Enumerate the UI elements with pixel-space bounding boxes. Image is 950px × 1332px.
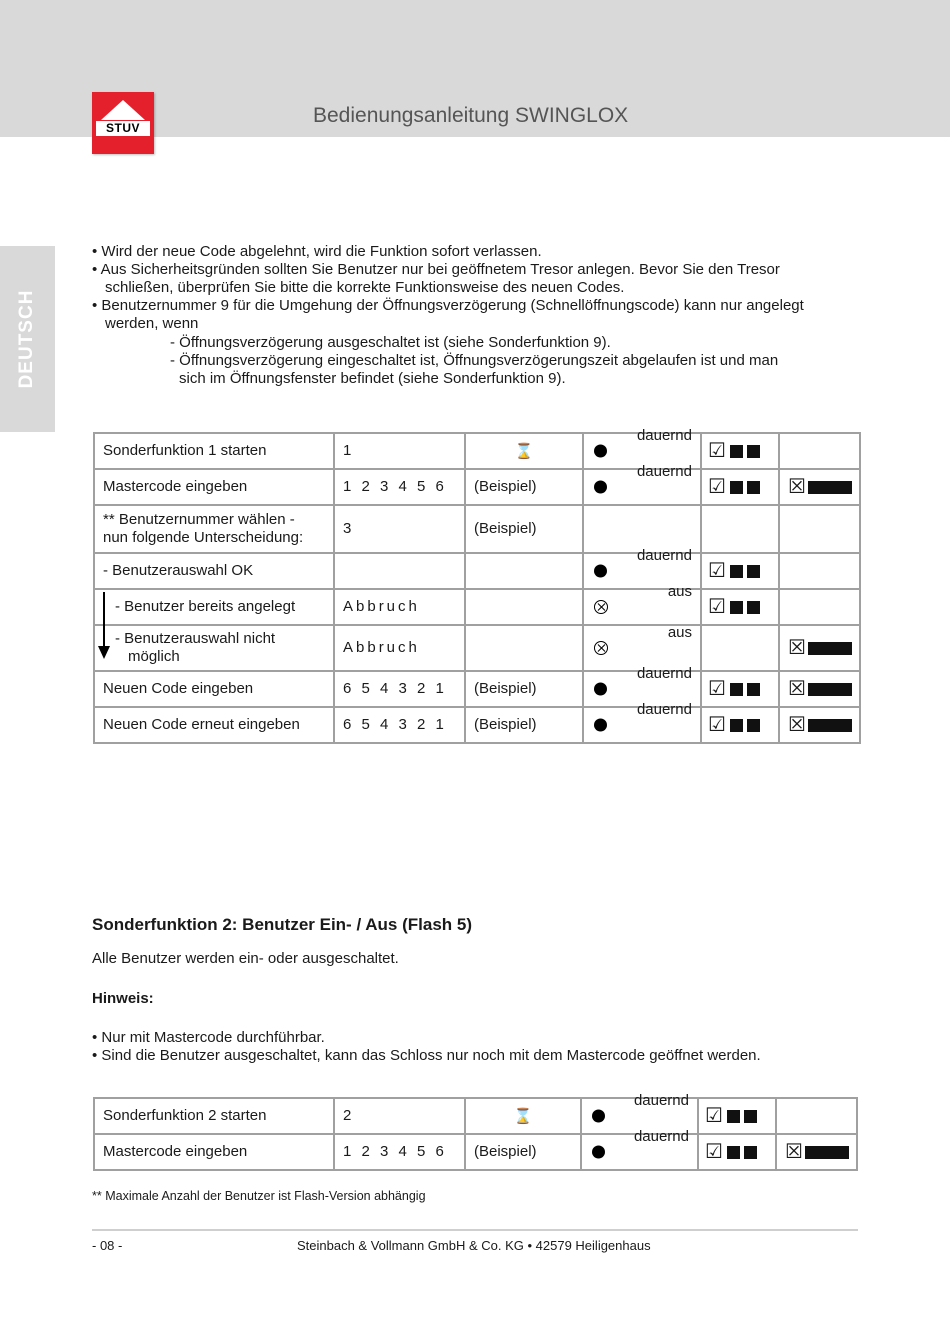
led-status-text: dauernd — [636, 701, 692, 718]
table-row — [94, 553, 860, 589]
step-label — [94, 433, 334, 469]
table-row — [94, 1098, 857, 1134]
step-label — [94, 1098, 334, 1134]
signal-error — [779, 553, 860, 589]
beep-square-icon — [730, 565, 743, 578]
led-status-text: dauernd — [636, 463, 692, 480]
step-label-text: möglich — [128, 648, 180, 665]
step-note-text: (Beispiel) — [474, 478, 537, 495]
step-input-text: 2 — [343, 1107, 355, 1124]
led-off-icon — [594, 641, 608, 655]
beep-square-icon — [727, 1146, 740, 1159]
note-bullet: • Nur mit Mastercode durchführbar. — [92, 1029, 325, 1046]
intro-line: - Öffnungsverzögerung ausgeschaltet ist (siehe Sonderfunktion 9). — [170, 334, 611, 351]
step-label-text: Sonderfunktion 1 starten — [103, 442, 267, 459]
step-note — [465, 671, 583, 707]
footer-company: Steinbach & Vollmann GmbH & Co. KG • 42579 Heiligenhaus — [297, 1238, 651, 1253]
long-beep-bar-icon — [808, 683, 852, 696]
signal-ok — [701, 505, 779, 553]
step-input-text: 1 — [343, 442, 355, 459]
led-status — [583, 701, 701, 743]
procedure-table-1 — [93, 427, 861, 744]
step-label — [94, 553, 334, 589]
step-label-text: - Benutzer bereits angelegt — [115, 598, 296, 615]
led-on-icon — [594, 683, 607, 696]
hourglass-icon: ⌛ — [514, 442, 534, 460]
led-on-icon — [594, 445, 607, 458]
cross-box-icon: ☒ — [788, 714, 806, 736]
signal-ok — [701, 671, 779, 707]
signal-ok — [698, 1098, 776, 1134]
language-label: DEUTSCH — [16, 289, 37, 389]
beep-square-icon — [747, 481, 760, 494]
section-description: Alle Benutzer werden ein- oder ausgeschaltet. — [92, 950, 399, 967]
signal-error — [776, 1098, 857, 1134]
led-on-icon — [592, 1146, 605, 1159]
stuv-logo — [92, 92, 154, 154]
step-input — [334, 469, 465, 505]
step-label-text: - Benutzerauswahl nicht — [115, 630, 276, 647]
step-label — [94, 589, 334, 625]
check-box-icon: ☑ — [705, 1105, 723, 1127]
step-label-text: nun folgende Unterscheidung: — [103, 529, 304, 546]
step-input — [334, 505, 465, 553]
led-status-text: dauernd — [636, 665, 692, 682]
procedure-table-2 — [93, 1092, 858, 1171]
step-input — [334, 553, 465, 589]
led-status-text: dauernd — [636, 547, 692, 564]
signal-error — [779, 469, 860, 505]
led-on-icon — [594, 481, 607, 494]
step-input-text: 6 5 4 3 2 1 — [343, 680, 447, 697]
led-status-text: dauernd — [633, 1128, 689, 1145]
intro-line: werden, wenn — [105, 315, 199, 332]
beep-square-icon — [730, 683, 743, 696]
cross-box-icon: ☒ — [788, 476, 806, 498]
led-status-text: aus — [667, 624, 692, 641]
beep-square-icon — [747, 445, 760, 458]
cross-box-icon: ☒ — [788, 678, 806, 700]
led-status — [583, 583, 701, 625]
signal-error — [779, 505, 860, 553]
step-label-text: Mastercode eingeben — [103, 478, 248, 495]
signal-error — [776, 1134, 857, 1170]
long-beep-bar-icon — [808, 481, 852, 494]
table-row — [94, 625, 860, 671]
table-row — [94, 589, 860, 625]
step-note — [465, 469, 583, 505]
intro-line: • Benutzernummer 9 für die Umgehung der Öffnungsverzögerung (Schnellöffnungscode) kann nur angelegt — [92, 297, 804, 314]
step-label-text: Neuen Code erneut eingeben — [103, 716, 300, 733]
step-note — [465, 1134, 581, 1170]
step-input — [334, 671, 465, 707]
logo-roof-shape — [101, 100, 145, 120]
led-status — [581, 1128, 698, 1170]
step-input — [334, 707, 465, 743]
step-input-text: 3 — [343, 520, 355, 537]
signal-error — [779, 707, 860, 743]
step-note-text: (Beispiel) — [474, 680, 537, 697]
intro-line: sich im Öffnungsfenster befindet (siehe Sonderfunktion 9). — [179, 370, 566, 387]
beep-square-icon — [727, 1110, 740, 1123]
branch-arrow-head — [98, 646, 110, 659]
beep-square-icon — [747, 683, 760, 696]
intro-line: • Aus Sicherheitsgründen sollten Sie Benutzer nur bei geöffnetem Tresor anlegen. Bevor Sie den Tresor — [92, 261, 780, 278]
step-note — [465, 433, 583, 469]
signal-ok — [701, 433, 779, 469]
signal-ok — [701, 469, 779, 505]
step-note — [465, 505, 583, 553]
step-input-text: 1 2 3 4 5 6 — [343, 1143, 447, 1160]
beep-square-icon — [730, 445, 743, 458]
intro-line: - Öffnungsverzögerung eingeschaltet ist, Öffnungsverzögerungszeit abgelaufen ist und man — [170, 352, 779, 369]
led-status — [583, 463, 701, 505]
beep-square-icon — [747, 719, 760, 732]
table-row — [94, 505, 860, 553]
footer-divider — [92, 1229, 858, 1231]
led-status-text: dauernd — [636, 427, 692, 444]
step-label — [94, 505, 334, 553]
signal-ok — [701, 553, 779, 589]
cross-box-icon: ☒ — [785, 1141, 803, 1163]
led-status-text: dauernd — [633, 1092, 689, 1109]
step-input — [334, 433, 465, 469]
intro-line: • Wird der neue Code abgelehnt, wird die Funktion sofort verlassen. — [92, 243, 542, 260]
check-box-icon: ☑ — [708, 596, 726, 618]
step-input — [334, 1098, 465, 1134]
note-bullet: • Sind die Benutzer ausgeschaltet, kann das Schloss nur noch mit dem Mastercode geöffnet werden. — [92, 1047, 761, 1064]
check-box-icon: ☑ — [708, 476, 726, 498]
step-label — [94, 469, 334, 505]
cross-box-icon: ☒ — [788, 637, 806, 659]
step-label — [94, 707, 334, 743]
step-note — [465, 707, 583, 743]
signal-ok — [698, 1134, 776, 1170]
step-input-text: Abbruch — [343, 639, 420, 656]
table-row — [94, 707, 860, 743]
beep-square-icon — [747, 601, 760, 614]
step-input-text: 6 5 4 3 2 1 — [343, 716, 447, 733]
step-note — [465, 553, 583, 589]
long-beep-bar-icon — [805, 1146, 849, 1159]
page-number: - 08 - — [92, 1238, 123, 1253]
footnote: ** Maximale Anzahl der Benutzer ist Flash-Version abhängig — [92, 1189, 426, 1203]
step-input — [334, 1134, 465, 1170]
step-note-text: (Beispiel) — [474, 716, 537, 733]
led-on-icon — [594, 719, 607, 732]
note-heading: Hinweis: — [92, 990, 154, 1007]
beep-square-icon — [744, 1146, 757, 1159]
table-row — [94, 469, 860, 505]
language-side-tab — [0, 246, 55, 432]
signal-ok — [701, 707, 779, 743]
intro-line: schließen, überprüfen Sie bitte die korrekte Funktionsweise des neuen Codes. — [105, 279, 625, 296]
step-label — [94, 1134, 334, 1170]
step-label-text: - Benutzerauswahl OK — [103, 562, 254, 579]
table-row — [94, 1134, 857, 1170]
step-label-text: Neuen Code eingeben — [103, 680, 254, 697]
signal-error — [779, 433, 860, 469]
step-note-text: (Beispiel) — [474, 520, 537, 537]
logo-text: STUV — [96, 121, 150, 136]
branch-arrow-line — [103, 592, 105, 648]
signal-ok — [701, 625, 779, 671]
step-label — [94, 671, 334, 707]
beep-square-icon — [730, 719, 743, 732]
led-status — [583, 505, 701, 553]
step-input-text: 1 2 3 4 5 6 — [343, 478, 447, 495]
beep-square-icon — [744, 1110, 757, 1123]
step-input-text: Abbruch — [343, 598, 420, 615]
step-note-text: (Beispiel) — [474, 1143, 537, 1160]
check-box-icon: ☑ — [708, 440, 726, 462]
step-note — [465, 625, 583, 671]
document-title: Bedienungsanleitung SWINGLOX — [313, 104, 629, 127]
signal-error — [779, 589, 860, 625]
signal-error — [779, 625, 860, 671]
signal-error — [779, 671, 860, 707]
check-box-icon: ☑ — [705, 1141, 723, 1163]
check-box-icon: ☑ — [708, 714, 726, 736]
check-box-icon: ☑ — [708, 560, 726, 582]
step-label-text: Sonderfunktion 2 starten — [103, 1107, 267, 1124]
led-status-text: aus — [667, 583, 692, 600]
led-off-icon — [594, 600, 608, 614]
signal-ok — [701, 589, 779, 625]
table-row — [94, 433, 860, 469]
step-label-text: ** Benutzernummer wählen - — [103, 511, 295, 528]
section-title: Sonderfunktion 2: Benutzer Ein- / Aus (Flash 5) — [92, 915, 473, 934]
beep-square-icon — [730, 481, 743, 494]
led-on-icon — [592, 1110, 605, 1123]
beep-square-icon — [747, 565, 760, 578]
hourglass-icon: ⌛ — [513, 1107, 533, 1125]
step-input — [334, 625, 465, 671]
check-box-icon: ☑ — [708, 678, 726, 700]
step-label — [94, 625, 334, 671]
table-row — [94, 671, 860, 707]
long-beep-bar-icon — [808, 642, 852, 655]
led-on-icon — [594, 565, 607, 578]
step-note — [465, 1098, 581, 1134]
long-beep-bar-icon — [808, 719, 852, 732]
step-note — [465, 589, 583, 625]
beep-square-icon — [730, 601, 743, 614]
step-input — [334, 589, 465, 625]
step-label-text: Mastercode eingeben — [103, 1143, 248, 1160]
